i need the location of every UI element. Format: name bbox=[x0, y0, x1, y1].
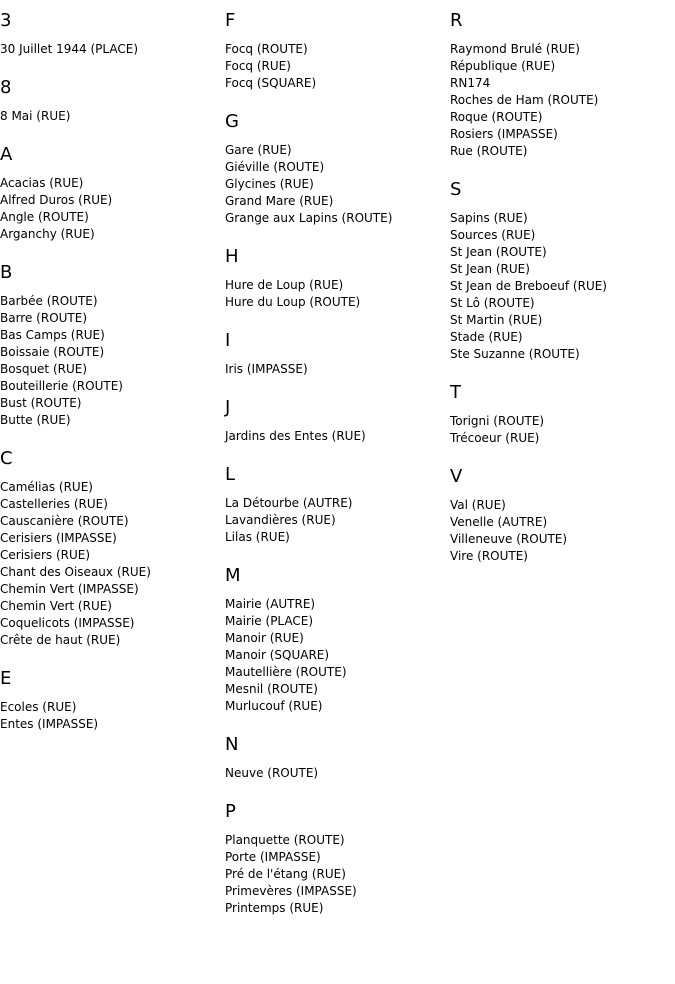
street-link[interactable]: Gare (RUE) bbox=[225, 143, 292, 157]
street-link[interactable]: La Détourbe (AUTRE) bbox=[225, 496, 353, 510]
street-link[interactable]: Pré de l'étang (RUE) bbox=[225, 867, 346, 881]
street-list bbox=[225, 495, 445, 546]
street-link[interactable]: Hure de Loup (RUE) bbox=[225, 278, 344, 292]
street-link[interactable]: Iris (IMPASSE) bbox=[225, 362, 308, 376]
letter-group bbox=[225, 10, 445, 92]
street-link[interactable]: Crête de haut (RUE) bbox=[0, 633, 121, 647]
index-column-2 bbox=[225, 0, 445, 936]
letter-group bbox=[450, 466, 670, 565]
letter-group bbox=[225, 246, 445, 311]
street-list bbox=[0, 41, 220, 58]
street-link[interactable]: Chemin Vert (IMPASSE) bbox=[0, 582, 139, 596]
street-list bbox=[225, 277, 445, 311]
street-link[interactable]: Roque (ROUTE) bbox=[450, 110, 543, 124]
street-list bbox=[0, 479, 220, 649]
letter-group bbox=[225, 397, 445, 445]
street-link[interactable]: Camélias (RUE) bbox=[0, 480, 93, 494]
street-link[interactable]: Mairie (PLACE) bbox=[225, 614, 314, 628]
street-list bbox=[0, 108, 220, 125]
street-link[interactable]: Vire (ROUTE) bbox=[450, 549, 528, 563]
letter-heading: T bbox=[450, 382, 461, 403]
letter-heading: R bbox=[450, 10, 463, 31]
letter-heading: A bbox=[0, 144, 13, 165]
street-link[interactable]: Lavandières (RUE) bbox=[225, 513, 336, 527]
letter-group bbox=[450, 382, 670, 447]
street-link[interactable]: Val (RUE) bbox=[450, 498, 506, 512]
street-list bbox=[225, 832, 445, 917]
street-link[interactable]: St Jean (RUE) bbox=[450, 262, 530, 276]
street-link[interactable]: Bas Camps (RUE) bbox=[0, 328, 105, 342]
letter-group bbox=[0, 77, 220, 125]
street-link[interactable]: Sapins (RUE) bbox=[450, 211, 528, 225]
street-list bbox=[0, 175, 220, 243]
street-link[interactable]: Venelle (AUTRE) bbox=[450, 515, 548, 529]
letter-heading: B bbox=[0, 262, 13, 283]
letter-group bbox=[0, 262, 220, 429]
street-link[interactable]: Boissaie (ROUTE) bbox=[0, 345, 105, 359]
street-link[interactable]: 8 Mai (RUE) bbox=[0, 109, 71, 123]
street-link[interactable]: St Jean (ROUTE) bbox=[450, 245, 547, 259]
street-list bbox=[450, 41, 670, 160]
street-link[interactable]: Raymond Brulé (RUE) bbox=[450, 42, 580, 56]
letter-heading: 8 bbox=[0, 77, 12, 98]
street-list bbox=[0, 699, 220, 733]
street-link[interactable]: Chant des Oiseaux (RUE) bbox=[0, 565, 151, 579]
street-link[interactable]: Bust (ROUTE) bbox=[0, 396, 82, 410]
street-link[interactable]: 30 Juillet 1944 (PLACE) bbox=[0, 42, 139, 56]
letter-group bbox=[0, 144, 220, 243]
street-link[interactable]: RN174 bbox=[450, 76, 491, 90]
street-link[interactable]: Arganchy (RUE) bbox=[0, 227, 95, 241]
letter-heading: P bbox=[225, 801, 236, 822]
street-link[interactable]: Stade (RUE) bbox=[450, 330, 523, 344]
letter-heading: N bbox=[225, 734, 239, 755]
street-link[interactable]: Barre (ROUTE) bbox=[0, 311, 88, 325]
street-list bbox=[450, 413, 670, 447]
letter-group bbox=[450, 179, 670, 363]
letter-heading: I bbox=[225, 330, 231, 351]
street-link[interactable]: Alfred Duros (RUE) bbox=[0, 193, 113, 207]
letter-heading: L bbox=[225, 464, 236, 485]
letter-heading: V bbox=[450, 466, 463, 487]
letter-heading: J bbox=[225, 397, 231, 418]
letter-heading: F bbox=[225, 10, 236, 31]
letter-group bbox=[225, 111, 445, 227]
street-link[interactable]: St Jean de Breboeuf (RUE) bbox=[450, 279, 607, 293]
street-link[interactable]: Coquelicots (IMPASSE) bbox=[0, 616, 135, 630]
street-link[interactable]: Neuve (ROUTE) bbox=[225, 766, 319, 780]
street-link[interactable]: Jardins des Entes (RUE) bbox=[225, 429, 366, 443]
letter-heading: S bbox=[450, 179, 462, 200]
letter-heading: M bbox=[225, 565, 241, 586]
index-column-1 bbox=[0, 0, 220, 752]
letter-heading: H bbox=[225, 246, 239, 267]
street-list bbox=[225, 41, 445, 92]
street-link[interactable]: Mesnil (ROUTE) bbox=[225, 682, 318, 696]
street-link[interactable]: Roches de Ham (ROUTE) bbox=[450, 93, 599, 107]
street-link[interactable]: St Lô (ROUTE) bbox=[450, 296, 535, 310]
letter-group bbox=[225, 464, 445, 546]
street-list bbox=[225, 765, 445, 782]
street-link[interactable]: Castelleries (RUE) bbox=[0, 497, 108, 511]
street-link[interactable]: Primevères (IMPASSE) bbox=[225, 884, 357, 898]
street-link[interactable]: Hure du Loup (ROUTE) bbox=[225, 295, 361, 309]
street-link[interactable]: Sources (RUE) bbox=[450, 228, 536, 242]
letter-group bbox=[0, 448, 220, 649]
letter-group bbox=[225, 734, 445, 782]
street-list bbox=[225, 142, 445, 227]
street-link[interactable]: Bosquet (RUE) bbox=[0, 362, 88, 376]
street-link[interactable]: Barbée (ROUTE) bbox=[0, 294, 98, 308]
letter-heading: G bbox=[225, 111, 239, 132]
street-link[interactable]: Printemps (RUE) bbox=[225, 901, 324, 915]
street-list bbox=[450, 497, 670, 565]
street-link[interactable]: Grand Mare (RUE) bbox=[225, 194, 334, 208]
street-link[interactable]: Causcanière (ROUTE) bbox=[0, 514, 129, 528]
street-list bbox=[0, 293, 220, 429]
street-link[interactable]: Torigni (ROUTE) bbox=[450, 414, 545, 428]
street-link[interactable]: Manoir (RUE) bbox=[225, 631, 304, 645]
street-link[interactable]: Grange aux Lapins (ROUTE) bbox=[225, 211, 393, 225]
street-link[interactable]: Rosiers (IMPASSE) bbox=[450, 127, 558, 141]
letter-group bbox=[0, 10, 220, 58]
street-link[interactable]: St Martin (RUE) bbox=[450, 313, 543, 327]
letter-group bbox=[225, 330, 445, 378]
street-link[interactable]: Mautellière (ROUTE) bbox=[225, 665, 347, 679]
street-link[interactable]: Butte (RUE) bbox=[0, 413, 71, 427]
street-link[interactable]: Cerisiers (IMPASSE) bbox=[0, 531, 117, 545]
letter-group bbox=[225, 801, 445, 917]
street-link[interactable]: Mairie (AUTRE) bbox=[225, 597, 316, 611]
street-list bbox=[225, 428, 445, 445]
street-link[interactable]: Ecoles (RUE) bbox=[0, 700, 77, 714]
street-link[interactable]: Trécoeur (RUE) bbox=[450, 431, 540, 445]
street-link[interactable]: Entes (IMPASSE) bbox=[0, 717, 99, 731]
street-link[interactable]: Focq (RUE) bbox=[225, 59, 291, 73]
street-link[interactable]: Villeneuve (ROUTE) bbox=[450, 532, 568, 546]
street-link[interactable]: Lilas (RUE) bbox=[225, 530, 290, 544]
letter-heading: 3 bbox=[0, 10, 12, 31]
letter-group bbox=[225, 565, 445, 715]
street-list bbox=[225, 596, 445, 715]
street-link[interactable]: Glycines (RUE) bbox=[225, 177, 314, 191]
street-link[interactable]: Rue (ROUTE) bbox=[450, 144, 528, 158]
street-link[interactable]: Focq (ROUTE) bbox=[225, 42, 308, 56]
street-link[interactable]: Cerisiers (RUE) bbox=[0, 548, 91, 562]
street-list bbox=[225, 361, 445, 378]
street-link[interactable]: Chemin Vert (RUE) bbox=[0, 599, 112, 613]
street-link[interactable]: Murlucouf (RUE) bbox=[225, 699, 323, 713]
street-link[interactable]: Planquette (ROUTE) bbox=[225, 833, 345, 847]
letter-group bbox=[0, 668, 220, 733]
street-link[interactable]: Bouteillerie (ROUTE) bbox=[0, 379, 123, 393]
street-link[interactable]: Angle (ROUTE) bbox=[0, 210, 89, 224]
street-link[interactable]: Focq (SQUARE) bbox=[225, 76, 317, 90]
letter-heading: E bbox=[0, 668, 12, 689]
street-link[interactable]: Porte (IMPASSE) bbox=[225, 850, 321, 864]
street-link[interactable]: Ste Suzanne (ROUTE) bbox=[450, 347, 580, 361]
street-link[interactable]: Giéville (ROUTE) bbox=[225, 160, 325, 174]
street-link[interactable]: Manoir (SQUARE) bbox=[225, 648, 330, 662]
street-link[interactable]: République (RUE) bbox=[450, 59, 556, 73]
letter-group bbox=[450, 10, 670, 160]
letter-heading: C bbox=[0, 448, 13, 469]
street-list bbox=[450, 210, 670, 363]
index-column-3 bbox=[450, 0, 670, 584]
street-link[interactable]: Acacias (RUE) bbox=[0, 176, 84, 190]
